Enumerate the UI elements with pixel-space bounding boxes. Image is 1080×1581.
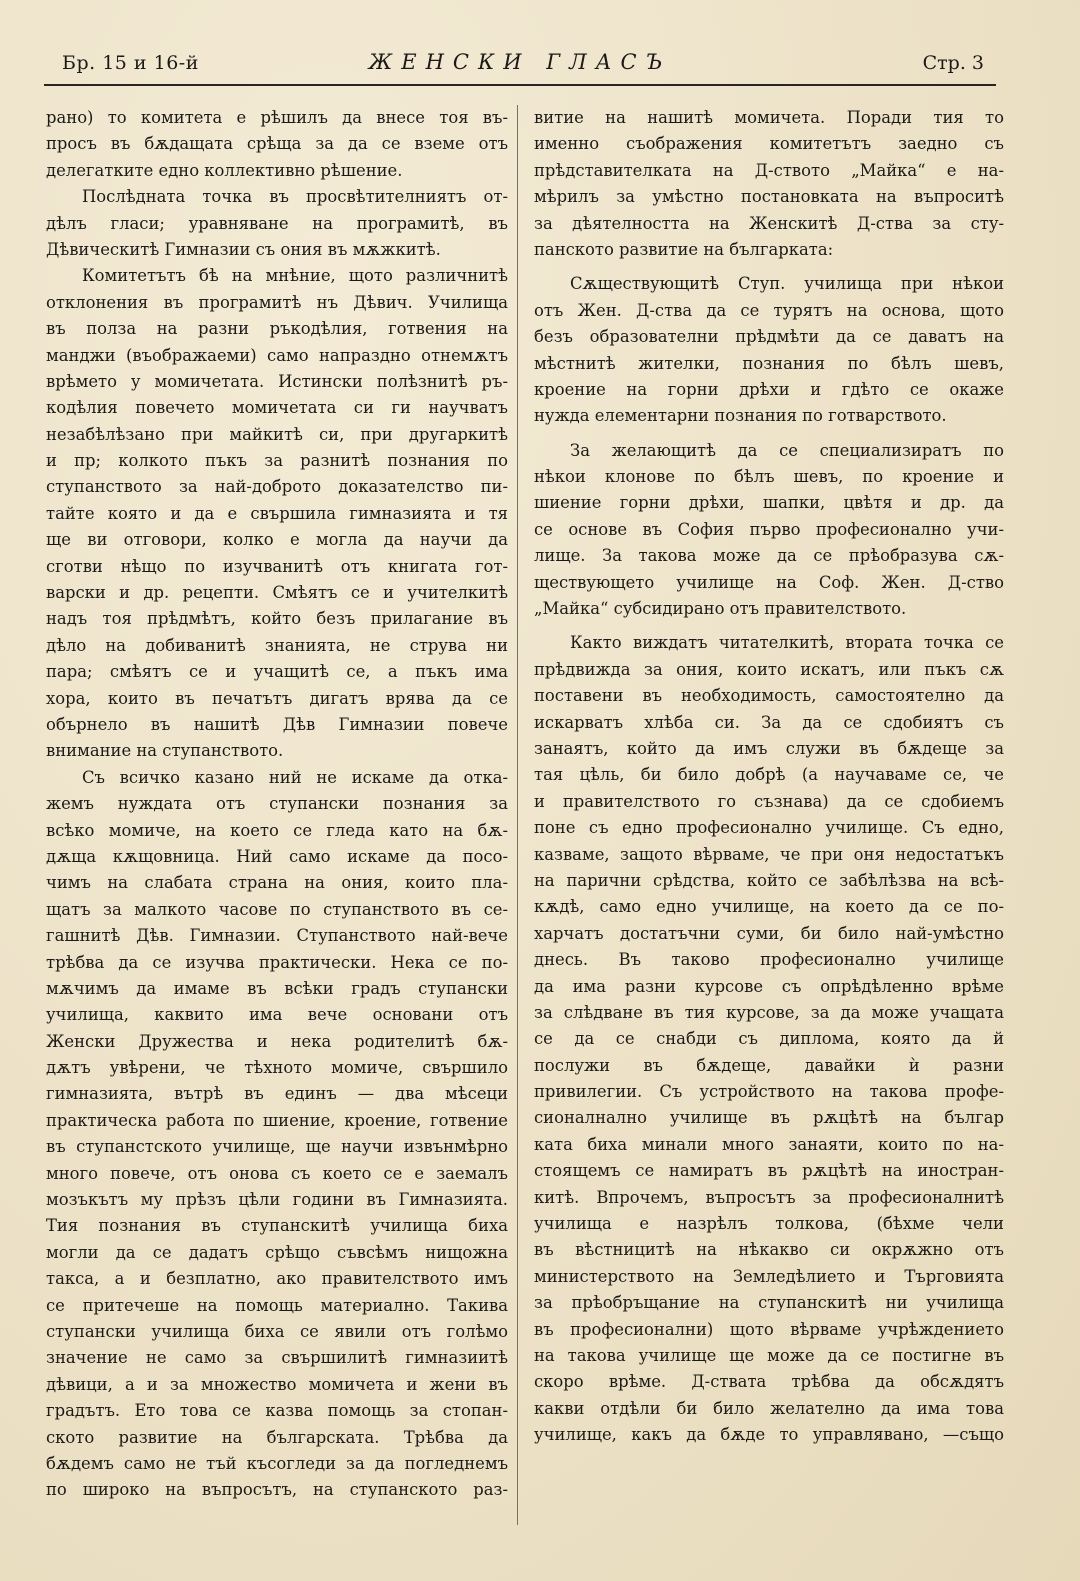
text-line: трѣбва да се изучва практически. Нека се по- [46,952,508,972]
text-line: Послѣдната точка въ просвѣтителниятъ от- [82,187,508,207]
text-line: въ полза на разни ръкодѣлия, готвения на [46,319,508,339]
text-line: щатъ за малкото часове по ступанството въ се- [46,899,508,919]
text-line: скоро врѣме. Д-ствата трѣбва да обсѫдятъ [534,1372,1004,1392]
text-line: училища, каквито има вече основани отъ [46,1005,508,1025]
text-line: мѣрилъ за умѣстно постановката на въпроситѣ [534,187,1004,207]
text-line: такса, а и безплатно, ако правителството имъ [46,1269,508,1289]
text-line: ще ви отговори, колко е могла да научи да [46,530,508,550]
issue-number: Бр. 15 и 16-й [62,52,199,74]
text-line: Женски Дружества и нека родителитѣ бѫ- [46,1031,508,1051]
text-line: се притечеше на помощь материално. Такива [46,1295,508,1315]
text-line: послужи въ бѫдеще, давайки ѝ разни [534,1055,1004,1075]
text-line: внимание на ступанството. [46,741,284,761]
text-line: Тия познания въ ступанскитѣ училища биха [46,1216,508,1236]
text-line: министерството на Земледѣлието и Търговията [534,1266,1004,1286]
header-rule [44,84,996,86]
text-line: лище. За такова може да се прѣобразува сѫ- [534,546,1004,566]
text-line: Както виждатъ читателкитѣ, втората точка се [570,633,1004,653]
page-number: Стр. 3 [922,52,984,74]
text-line: ступански училища биха се явили отъ голѣмо [46,1321,508,1341]
text-line: Комитетътъ бѣ на мнѣние, щото различнитѣ [82,266,508,286]
text-line: харчатъ достатъчни суми, би било най-умѣстно [534,923,1004,943]
text-line: поне съ едно професионално училище. Съ едно, [534,818,1004,838]
text-line: много повече, отъ онова съ което се е заемалъ [46,1163,508,1183]
column-divider [517,105,518,1525]
text-line: шиение горни дрѣхи, шапки, цвѣтя и др. да [534,493,1004,513]
text-line: мѫчимъ да имаме въ всѣки градъ ступански [46,978,508,998]
text-line: дѣло на добиванитѣ знанията, не струва ни [46,635,508,655]
text-line: въ ступанстското училище, ще научи извънмѣрно [46,1137,508,1157]
text-line: въ вѣстницитѣ на нѣкакво си окрѫжно отъ [534,1240,1004,1260]
text-line: рано) то комитета е рѣшилъ да внесе тоя въ- [46,108,508,127]
page-header [46,48,994,82]
text-line: ското развитие на българската. Трѣбва да [46,1427,508,1447]
text-line: Сѫществующитѣ Ступ. училища при нѣкои [570,274,1004,294]
text-line: отклонения въ програмитѣ нъ Дѣвич. Училища [46,292,508,312]
text-line: бѫдемъ само не тъй късогледи за да погледнемъ [46,1453,508,1473]
text-line: жемъ нуждата отъ ступански познания за [46,794,508,814]
text-line: мѣстнитѣ жителки, познания по бѣлъ шевъ, [534,353,1004,373]
text-line: значение не само за свършилитѣ гимназиитѣ [46,1348,508,1368]
text-line: и правителството го съзнава) да се сдобиемъ [534,791,1004,811]
text-line: именно съображения комитетътъ заедно съ [534,134,1004,154]
text-line: всѣко момиче, на което се гледа като на бѫ- [46,820,508,840]
text-line: обърнело въ нашитѣ Дѣв Гимназии повече [46,714,508,734]
text-line: въ професионални) щото вѣрваме учрѣждението [534,1319,1004,1339]
paragraph-gap [534,430,1004,438]
text-line: се основе въ София първо професионално учи- [534,519,1004,539]
text-line: днесь. Въ таково професионално училище [534,950,1004,970]
text-line: училища е назрѣлъ толкова, (бѣхме чели [534,1214,1004,1234]
text-line: какви отдѣли би било желателно да има това [534,1398,1004,1418]
text-line: дѫща кѫщовница. Ний само искаме да посо- [46,846,508,866]
text-line: сготви нѣщо по изучванитѣ отъ книгата гот- [46,556,508,576]
text-line: делегатките едно коллективно рѣшение. [46,160,403,180]
text-line: да има разни курсове съ опрѣдѣленно врѣме [534,976,1004,996]
text-line: безъ образователни прѣдмѣти да се даватъ на [534,327,1004,347]
text-line: за дѣятелността на Женскитѣ Д-ства за сту- [534,213,1004,233]
text-line: тая цѣль, би било добрѣ (а научаваме се, че [534,765,1004,785]
text-line: привилегии. Съ устройството на такова профе- [534,1082,1004,1102]
text-line: незабѣлѣзано при майкитѣ си, при другаркитѣ [46,424,508,444]
text-line: чимъ на слабата страна на ония, които пла- [46,873,508,893]
text-line: пара; смѣятъ се и учащитѣ се, а пъкъ има [46,662,508,682]
text-line: кроение на горни дрѣхи и гдѣто се окаже [534,379,1004,399]
text-line: варски и др. рецепти. Смѣятъ се и учителкитѣ [46,583,508,603]
text-line: по широко на въпросътъ, на ступанското раз- [46,1480,508,1500]
text-line: ката биха минали много занаяти, които по на- [534,1134,1004,1154]
text-line: кѫдѣ, само едно училище, на което да се по- [534,897,1004,917]
text-line: за слѣдване въ тия курсове, за да може учащата [534,1002,1004,1022]
text-line: ступанството за най-доброто доказателство пи- [46,477,508,497]
text-line: хора, които въ печатътъ дигатъ врява да се [46,688,508,708]
text-line: мозъкътъ му прѣзъ цѣли години въ Гимназията. [46,1190,508,1210]
text-line: на парични срѣдства, който се забѣлѣзва на всѣ- [534,870,1004,890]
text-line: панското развитие на българката: [534,239,834,259]
text-line: могли да се дадатъ срѣщо съвсѣмъ нищожна [46,1242,508,1262]
text-line: надъ тоя прѣдмѣтъ, който безъ прилагание въ [46,609,508,629]
text-line: дѫтъ увѣрени, че тѣхното момиче, свършило [46,1058,508,1078]
text-line: витие на нашитѣ момичета. Поради тия то [534,108,1004,127]
text-line: училище, какъ да бѫде то управлявано, —също [534,1425,1004,1445]
left-column [46,105,508,1504]
text-line: манджи (въображаеми) само напраздно отнемѫтъ [46,345,508,365]
text-line: казваме, защото вѣрваме, че при оня недостатъкъ [534,844,1004,864]
text-line: ществующето училище на Соф. Жен. Д-ство [534,572,1004,592]
text-line: за прѣобръщание на ступанскитѣ ни училища [534,1293,1004,1313]
text-line: сионалнално училище въ рѫцѣтѣ на българ [534,1108,1004,1128]
text-line: прѣдставителката на Д-ството „Майка“ е на- [534,160,1004,180]
text-line: Дѣвическитѣ Гимназии съ ония въ мѫжкитѣ. [46,239,441,259]
text-line: градътъ. Ето това се казва помощь за стопан- [46,1401,508,1421]
text-line: поставени въ необходимость, самостоятелно да [534,686,1004,706]
text-line: на такова училище ще може да се постигне въ [534,1345,1004,1365]
text-line: стоящемъ се намиратъ въ рѫцѣтѣ на иностран- [534,1161,1004,1181]
text-line: тайте която и да е свършила гимназията и тя [46,503,508,523]
text-line: отъ Жен. Д-ства да се турятъ на основа, щото [534,300,1004,320]
text-line: се да се снабди съ диплома, която да й [534,1029,1004,1049]
text-line: дѣлъ гласи; уравняване на програмитѣ, въ [46,213,508,233]
paragraph-gap [534,622,1004,630]
text-line: и пр; колкото пъкъ за разнитѣ познания по [46,451,508,471]
text-line: гимназията, вътрѣ въ единъ — два мѣсеци [46,1084,508,1104]
text-line: Съ всичко казано ний не искаме да отка- [82,767,508,787]
text-line: прѣдвижда за ония, които искатъ, или пъкъ сѫ [534,659,1004,679]
text-line: врѣмето у момичетата. Истински полѣзнитѣ ръ- [46,371,508,391]
text-line: искарватъ хлѣба си. За да се сдобиятъ съ [534,712,1004,732]
text-line: просъ въ бѫдащата срѣща за да се вземе отъ [46,134,508,154]
right-column [534,105,1004,1449]
text-line: практическа работа по шиение, кроение, готвение [46,1110,508,1130]
text-line: гашнитѣ Дѣв. Гимназии. Ступанството най-вече [46,926,508,946]
paragraph-gap [534,263,1004,271]
text-line: кодѣлия повечето момичетата си ги научватъ [46,398,508,418]
text-line: нѣкои клонове по бѣлъ шевъ, по кроение и [534,467,1004,487]
newspaper-title: ЖЕНСКИ ГЛАСЪ [368,50,672,74]
text-line: дѣвици, а и за множество момичета и жени въ [46,1374,508,1394]
text-line: нужда елементарни познания по готварството. [534,406,947,426]
text-line: „Майка“ субсидирано отъ правителството. [534,599,907,619]
text-line: занаятъ, който да имъ служи въ бѫдеще за [534,738,1004,758]
text-line: китѣ. Впрочемъ, въпросътъ за професионалнитѣ [534,1187,1004,1207]
text-line: За желающитѣ да се специализиратъ по [570,440,1004,460]
